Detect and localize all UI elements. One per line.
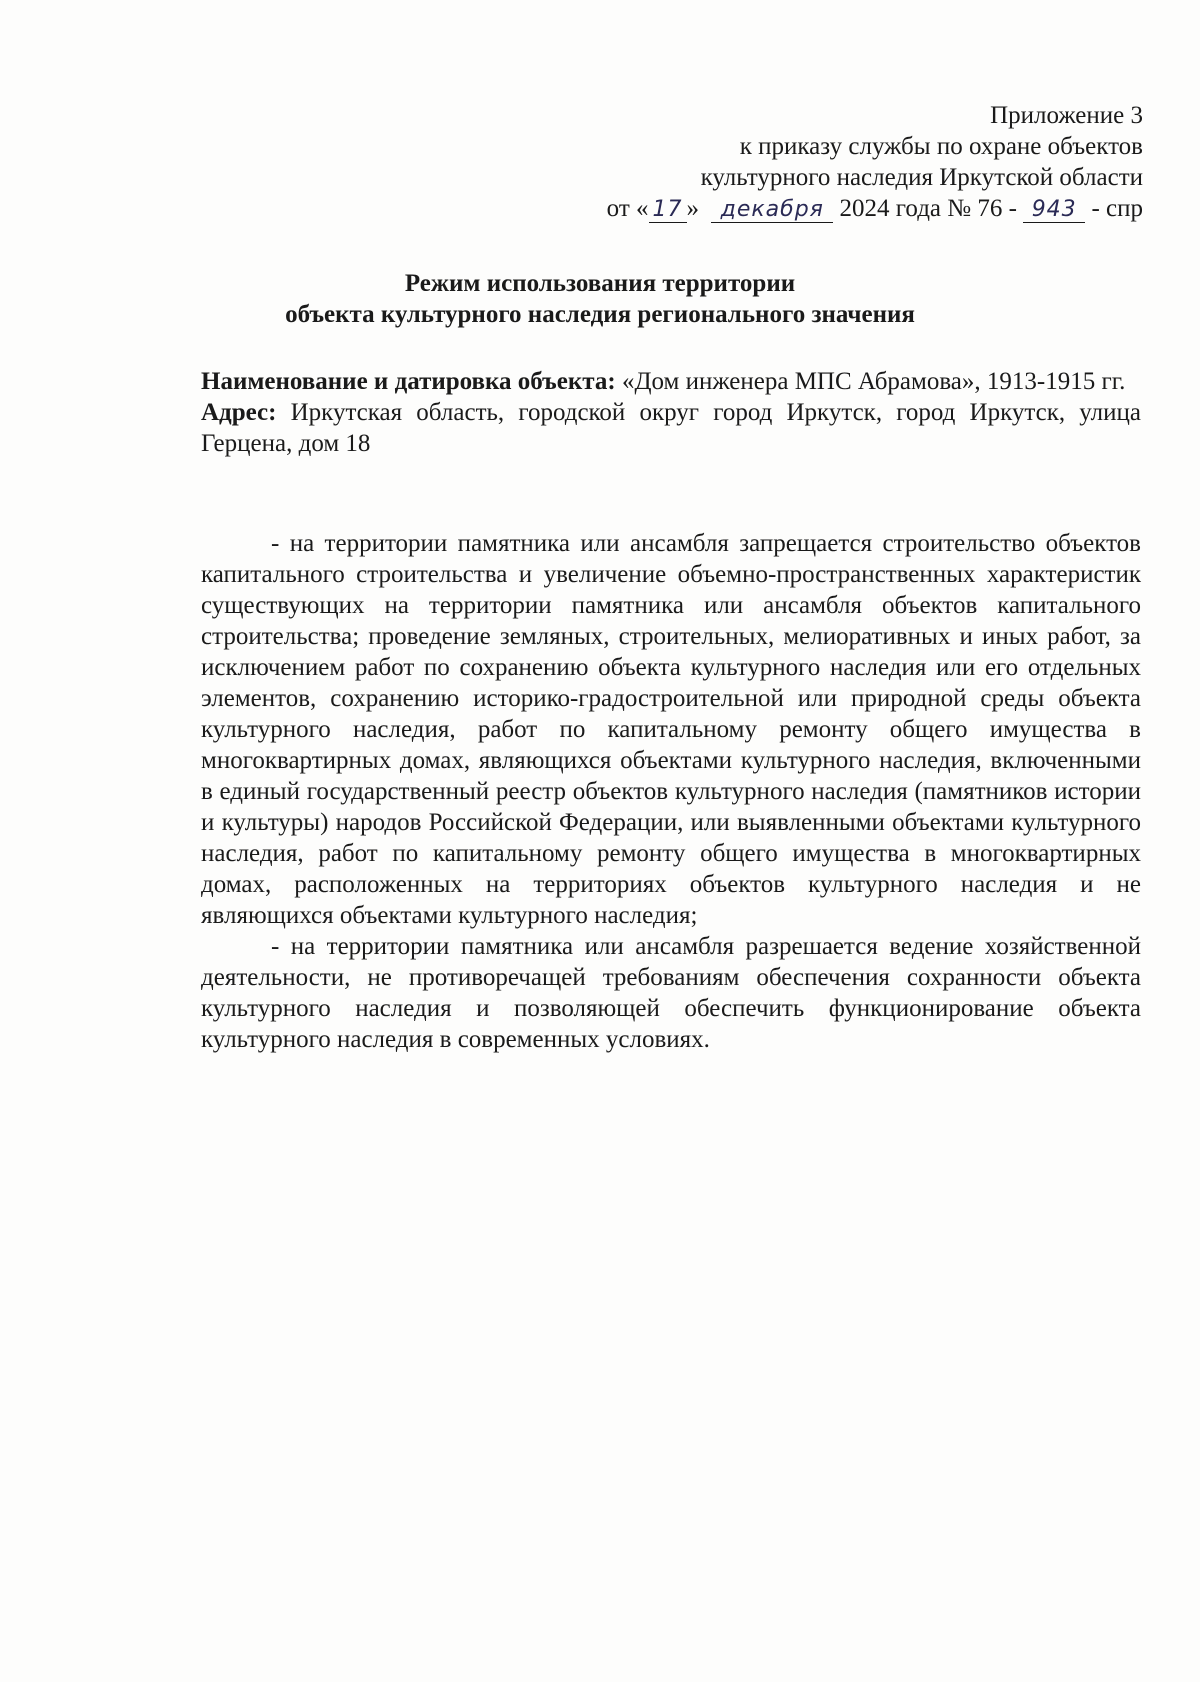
object-address-value: Иркутская область, городской округ город Иркутск, город Иркутск, улица Герцена, дом 18 xyxy=(201,399,1142,457)
object-address-row xyxy=(201,397,1141,459)
object-name-row xyxy=(201,366,1141,397)
regime-text xyxy=(201,528,1141,1055)
date-year-text: 2024 года № 76 - xyxy=(839,195,1017,222)
object-address-label: Адрес: xyxy=(201,399,277,426)
handwritten-day: 17 xyxy=(649,198,687,223)
order-suffix: - спр xyxy=(1091,195,1143,222)
appendix-number: Приложение 3 xyxy=(990,102,1143,129)
document-title xyxy=(0,268,1200,330)
handwritten-month: декабря xyxy=(711,198,833,223)
handwritten-order-number: 943 xyxy=(1023,198,1085,223)
object-name-label: Наименование и датировка объекта: xyxy=(201,368,616,395)
appendix-authority: культурного наследия Иркутской области xyxy=(700,164,1143,191)
appendix-order-ref: к приказу службы по охране объектов xyxy=(739,133,1143,160)
object-info xyxy=(201,366,1141,459)
object-name-value: «Дом инженера МПС Абрамова», 1913-1915 гг. xyxy=(621,368,1126,395)
title-line-1: Режим использования территории xyxy=(404,270,796,297)
appendix-header xyxy=(607,100,1143,224)
date-prefix: от « xyxy=(606,195,649,222)
regime-paragraph-prohibitions: - на территории памятника или ансамбля запрещается строительство объектов капитального строительства и увеличение объемно-пространственных характеристик существующих на территории памятника или ансамбля объектов капитального строительства; проведение земляных, строительных, мелиоративных и иных работ, за исключением работ по сохранению объекта культурного наследия или его отдельных элементов, сохранению историко-градостроительной или природной среды объекта культурного наследия, работ по капитальному ремонту общего имущества в многоквартирных домах, являющихся объектами культурного наследия, включенными в единый государственный реестр объектов культурного наследия (памятников истории и культуры) народов Российской Федерации, или выявленными объектами культурного наследия, работ по капитальному ремонту общего имущества в многоквартирных домах, расположенных на территориях объектов культурного наследия и не являющихся объектами культурного наследия; xyxy=(201,530,1141,929)
regime-paragraph-permissions: - на территории памятника или ансамбля разрешается ведение хозяйственной деятельности, не противоречащей требованиям обеспечения сохранности объекта культурного наследия и позволяющей обеспечить функционирование объекта культурного наследия в современных условиях. xyxy=(201,933,1141,1053)
date-mid: » xyxy=(686,195,700,222)
title-line-2: объекта культурного наследия регионального значения xyxy=(285,301,915,328)
appendix-date-line xyxy=(607,193,1143,224)
